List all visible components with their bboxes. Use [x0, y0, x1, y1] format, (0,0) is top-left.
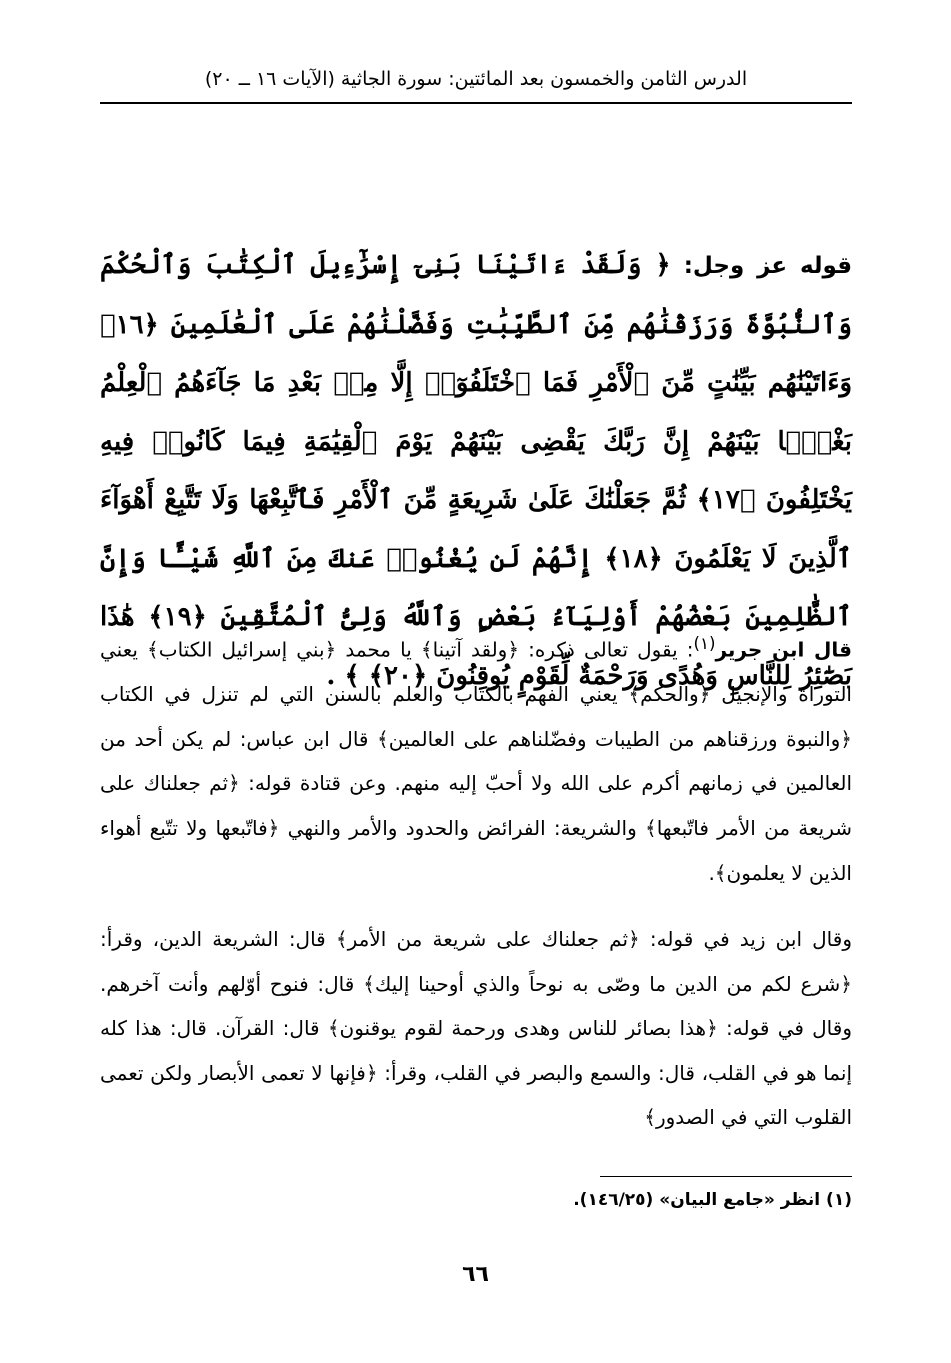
header-rule: [100, 102, 852, 104]
verses-lead: قوله عز وجل:: [683, 253, 853, 279]
running-header: الدرس الثامن والخمسون بعد المائتين: سورة الجاثية (الآيات ١٦ ــ ٢٠): [204, 68, 748, 90]
paragraph-lead: قال ابن جرير: [715, 637, 852, 662]
footnote-reference: (١): [693, 634, 716, 653]
paragraph-text: : يقول تعالى ذكره: ﴿ولقد آتينا﴾ يا محمد ﴿بني إسرائيل الكتاب﴾ يعني التوراة والإنجيل ﴿والحكم﴾ يعني الفهم بالكتاب والعلم بالسنن التي لم تنزل في الكتاب ﴿والنبوة ورزقناهم من الطيبات وفضّلناهم على العالمين﴾ قال ابن عباس: لم يكن أحد من العالمين في زمانهم أكرم على الله ولا أحبّ إليه منهم. وعن قتادة قوله: ﴿ثم جعلناك على شريعة من الأمر فاتّبعها﴾ والشريعة: الفرائض والحدود والأمر والنهي ﴿فاتّبعها ولا تتّبع أهواء الذين لا يعلمون﴾.: [100, 637, 852, 885]
commentary-paragraph: [100, 917, 852, 1140]
commentary-paragraph: [100, 622, 852, 895]
page-number: ٦٦: [462, 1262, 489, 1287]
paragraph-text: وقال ابن زيد في قوله: ﴿ثم جعلناك على شريعة من الأمر﴾ قال: الشريعة الدين، وقرأ: ﴿شرع لكم من الدين ما وصّى به نوحاً والذي أوحينا إليك﴾ قال: فنوح أوّلهم وأنت آخرهم. وقال في قوله: ﴿هذا بصائر للناس وهدى ورحمة لقوم يوقنون﴾ قال: القرآن. قال: هذا كله إنما هو في القلب، قال: والسمع والبصر في القلب، وقرأ: ﴿فإنها لا تعمى الأبصار ولكن تعمى القلوب التي في الصدور﴾: [100, 927, 852, 1130]
footnote: (١) انظر «جامع البيان» (١٤٦/٢٥).: [573, 1190, 852, 1210]
verses-text: ﴿ وَلَقَدْ ءَاتَيْنَا بَنِىٓ إِسْرَٰٓءِيلَ ٱلْكِتَٰبَ وَٱلْحُكْمَ وَٱلنُّبُوَّةَ وَرَزَقْنَٰهُم مِّنَ ٱلطَّيِّبَٰتِ وَفَضَّلْنَٰهُمْ عَلَى ٱلْعَٰلَمِينَ ﴿١٦﴾ وَءَاتَيْنَٰهُم بَيِّنَٰتٍ مِّنَ ٱلْأَمْرِ فَمَا ٱخْتَلَفُوٓا۟ إِلَّا مِنۢ بَعْدِ مَا جَآءَهُمُ ٱلْعِلْمُ بَغْيًۢا بَيْنَهُمْ إِنَّ رَبَّكَ يَقْضِى بَيْنَهُمْ يَوْمَ ٱلْقِيَٰمَةِ فِيمَا كَانُوا۟ فِيهِ يَخْتَلِفُونَ ﴿١٧﴾ ثُمَّ جَعَلْنَٰكَ عَلَىٰ شَرِيعَةٍ مِّنَ ٱلْأَمْرِ فَٱتَّبِعْهَا وَلَا تَتَّبِعْ أَهْوَآءَ ٱلَّذِينَ لَا يَعْلَمُونَ ﴿١٨﴾ إِنَّهُمْ لَن يُغْنُوا۟ عَنكَ مِنَ ٱللَّهِ شَيْـًٔا وَإِنَّ ٱلظَّٰلِمِينَ بَعْضُهُمْ أَوْلِيَآءُ بَعْضٍ وَٱللَّهُ وَلِىُّ ٱلْمُتَّقِينَ ﴿١٩﴾ هَٰذَا بَصَٰٓئِرُ لِلنَّاسِ وَهُدًى وَرَحْمَةٌ لِّقَوْمٍ يُوقِنُونَ ﴿٢٠﴾ ﴾ .: [100, 250, 852, 691]
footnote-rule: [600, 1176, 852, 1177]
